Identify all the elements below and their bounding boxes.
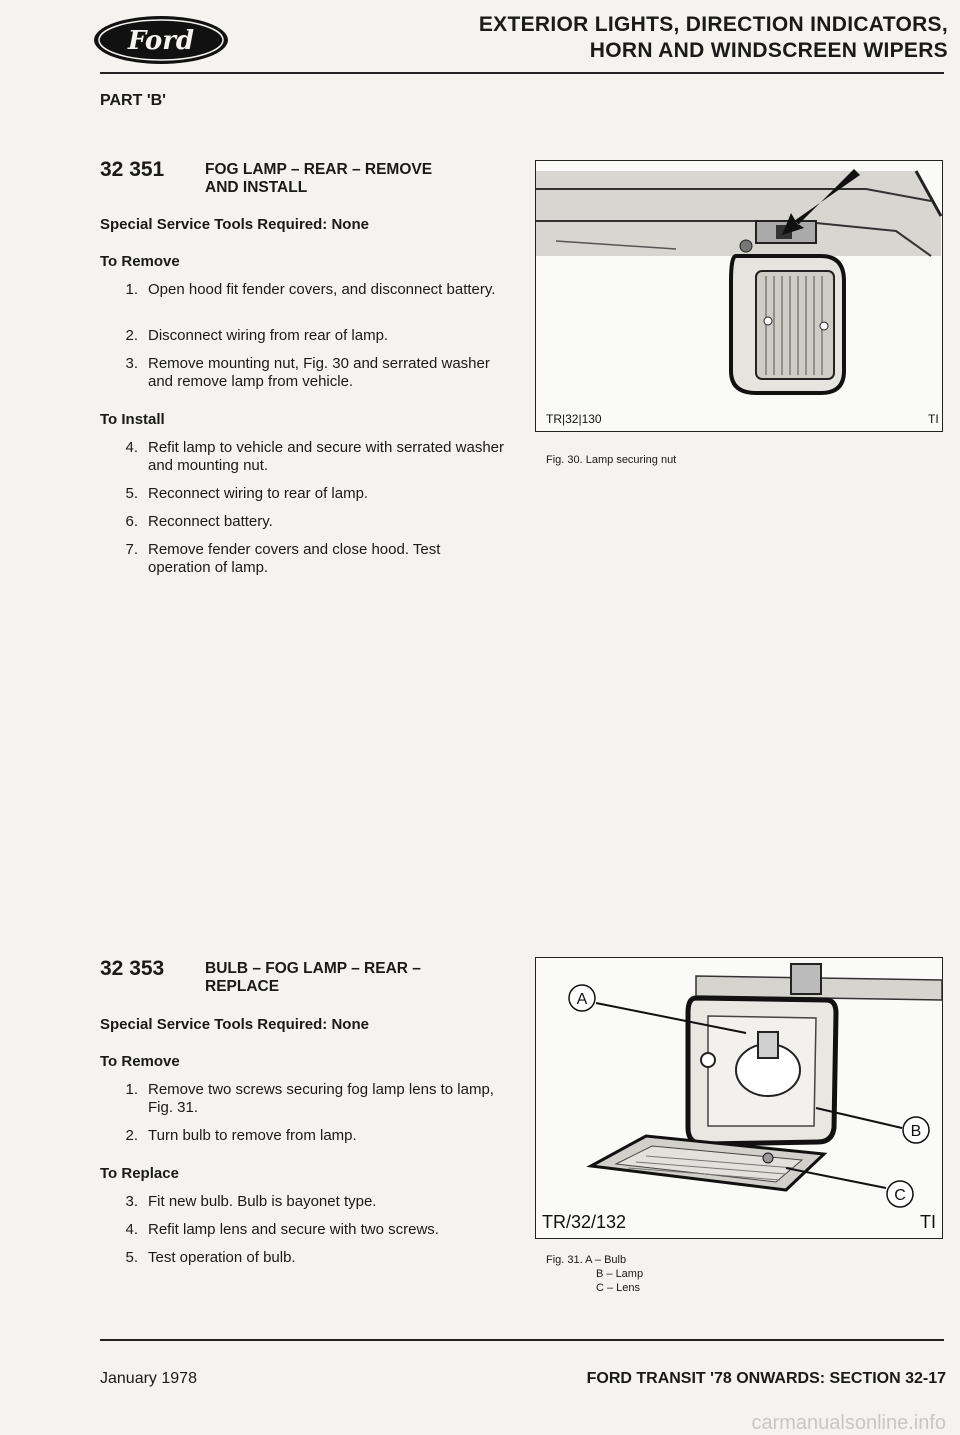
list-item — [114, 439, 506, 475]
section2-tools: Special Service Tools Required: None — [100, 1016, 369, 1033]
header-rule — [100, 72, 944, 74]
logo-text: Ford — [127, 26, 195, 56]
section2-title-line2: REPLACE — [205, 978, 280, 995]
footer-book-title: FORD TRANSIT '78 ONWARDS: SECTION 32-17 — [586, 1370, 946, 1387]
fig31-mark: TI — [920, 1212, 936, 1232]
list-item — [114, 1221, 506, 1239]
page-header-title — [479, 12, 948, 64]
fig31-caption — [546, 1253, 643, 1295]
figure-31 — [535, 957, 943, 1239]
fig31-ref: TR/32/132 — [542, 1212, 627, 1232]
callout-a-label: A — [576, 991, 588, 1008]
step-number: 1. — [125, 1081, 138, 1098]
section1-title-line2: AND INSTALL — [205, 179, 308, 196]
figure-30 — [535, 160, 943, 432]
list-item — [114, 281, 506, 299]
footer-date: January 1978 — [100, 1370, 197, 1387]
list-item — [114, 1249, 506, 1267]
section1-number: 32 351 — [100, 158, 165, 181]
list-item — [114, 1081, 506, 1117]
part-label: PART 'B' — [100, 92, 166, 109]
step-number: 6. — [125, 513, 138, 530]
step-text: Fit new bulb. Bulb is bayonet type. — [148, 1193, 377, 1210]
callout-a — [569, 985, 595, 1011]
step-number: 1. — [125, 281, 138, 298]
step-text: Remove fender covers and close hood. Test operation of lamp. — [148, 541, 441, 576]
list-item — [114, 513, 506, 531]
step-text: Reconnect battery. — [148, 513, 273, 530]
section2-replace-heading: To Replace — [100, 1165, 179, 1182]
list-item — [114, 355, 506, 391]
fog-lamp-mount-illustration — [536, 161, 942, 431]
list-item — [114, 541, 506, 577]
section1-remove-heading: To Remove — [100, 253, 180, 270]
list-item — [114, 327, 506, 345]
list-item — [114, 1193, 506, 1211]
section1-tools: Special Service Tools Required: None — [100, 216, 369, 233]
fig30-mark: TI — [928, 412, 939, 426]
step-text: Turn bulb to remove from lamp. — [148, 1127, 357, 1144]
fig31-caption-line2: B – Lamp — [596, 1268, 644, 1280]
step-text: Reconnect wiring to rear of lamp. — [148, 485, 369, 502]
step-number: 3. — [125, 1193, 138, 1210]
step-number: 7. — [125, 541, 138, 558]
section2-remove-heading: To Remove — [100, 1053, 180, 1070]
step-number: 2. — [125, 1127, 138, 1144]
header-title-line2: HORN AND WINDSCREEN WIPERS — [589, 39, 948, 62]
section2-title — [205, 960, 421, 996]
step-text: Remove two screws securing fog lamp lens to lamp, Fig. 31. — [148, 1081, 494, 1116]
fig31-caption-line1: Fig. 31. A – Bulb — [546, 1254, 627, 1266]
callout-b-label: B — [910, 1123, 922, 1140]
fig31-caption-line3: C – Lens — [596, 1282, 641, 1294]
section1-title-line1: FOG LAMP – REAR – REMOVE — [205, 161, 433, 178]
callout-c-label: C — [894, 1187, 906, 1204]
step-number: 4. — [125, 439, 138, 456]
ford-logo — [92, 14, 230, 66]
fig30-ref: TR|32|130 — [546, 412, 602, 426]
section1-install-heading: To Install — [100, 411, 165, 428]
step-number: 2. — [125, 327, 138, 344]
step-text: Test operation of bulb. — [148, 1249, 296, 1266]
fig30-caption: Fig. 30. Lamp securing nut — [546, 454, 677, 466]
list-item — [114, 1127, 506, 1145]
section2-number: 32 353 — [100, 957, 165, 980]
fog-lamp-exploded-illustration — [536, 958, 942, 1238]
step-number: 3. — [125, 355, 138, 372]
step-text: Disconnect wiring from rear of lamp. — [148, 327, 389, 344]
step-number: 4. — [125, 1221, 138, 1238]
watermark: carmanualsonline.info — [751, 1412, 946, 1434]
step-text: Open hood fit fender covers, and disconnect battery. — [148, 281, 496, 298]
step-text: Refit lamp lens and secure with two screws. — [148, 1221, 439, 1238]
section1-title — [205, 161, 432, 197]
step-text: Refit lamp to vehicle and secure with serrated washer and mounting nut. — [148, 439, 505, 474]
step-text: Remove mounting nut, Fig. 30 and serrated washer and remove lamp from vehicle. — [148, 355, 490, 390]
section2-title-line1: BULB – FOG LAMP – REAR – — [205, 960, 421, 977]
list-item — [114, 485, 506, 503]
header-title-line1: EXTERIOR LIGHTS, DIRECTION INDICATORS, — [478, 13, 948, 36]
callout-c — [887, 1181, 913, 1207]
step-number: 5. — [125, 485, 138, 502]
footer-rule — [100, 1339, 944, 1341]
step-number: 5. — [125, 1249, 138, 1266]
callout-b — [903, 1117, 929, 1143]
